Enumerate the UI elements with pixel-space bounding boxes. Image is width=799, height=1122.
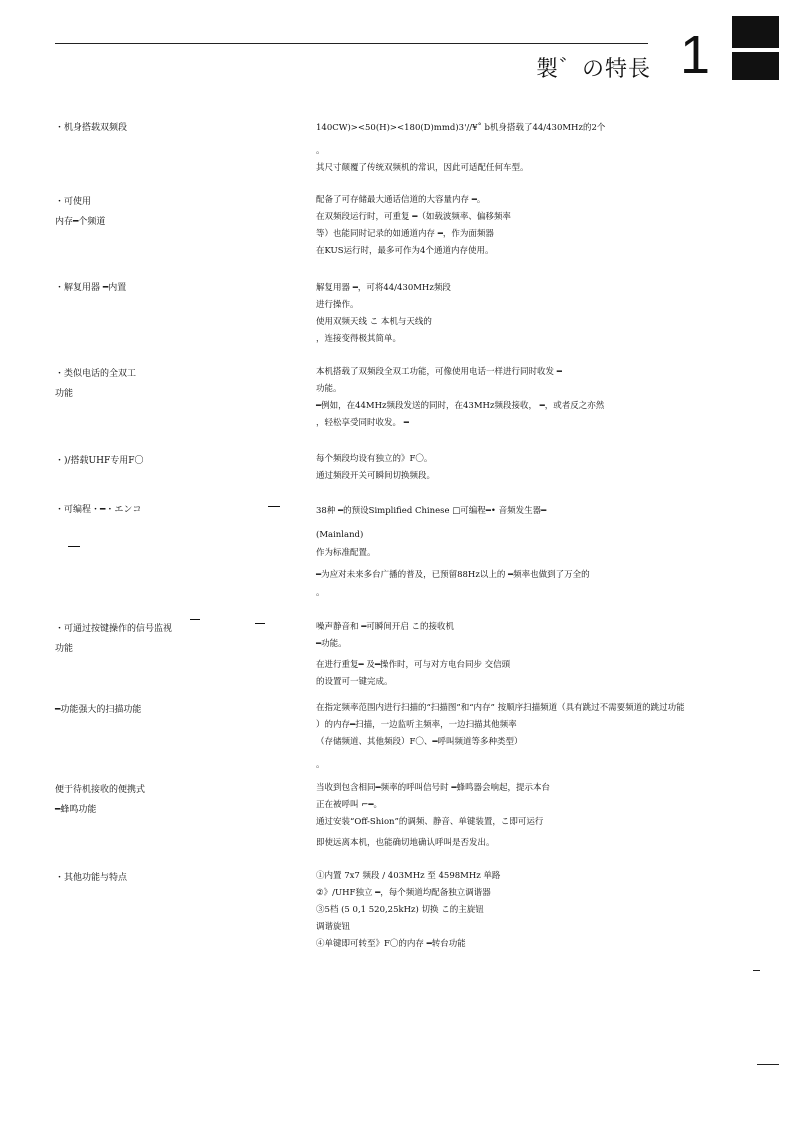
title-dash [68,546,80,547]
feature-body [316,364,726,432]
feature-line: 使用双频天线 こ 本机与天线的 [316,317,432,327]
feature-line: 当收到包含相同━频率的呼叫信号时 ━蜂鸣器会响起，提示本台 [316,783,550,793]
feature-line: ③5档 (5 0,1 520,25kHz) 切换 こ的主旋钮 [316,905,484,915]
feature-line: 140CW)><50(H)><180(D)mmd)3'//¥˚ b机身搭载了44/430MHz的2个 [316,123,606,133]
feature-line: （存储频道、其他频段）F〇、━呼叫频道等多种类型） [316,737,523,747]
feature-line: 通过安装“Off-Shion”的调频、静音、单键装置，こ即可运行 [316,817,544,827]
feature-line: 本机搭载了双频段全双工功能，可像使用电话一样进行同时收发 ━ [316,367,562,377]
feature-title: ━功能强大的扫描功能 [55,705,142,715]
feature-line: ④单键即可转至》F〇的内存 ━转台功能 [316,939,466,949]
feature-line: 的设置可一键完成。 [316,677,393,687]
feature-title: ・可通过按键操作的信号监视 功能 [55,624,173,654]
feature-line: 进行操作。 [316,300,359,310]
chapter-title: 製゛の特長 [536,57,652,82]
feature-line: 其尺寸颠覆了传统双频机的常识，因此可适配任何车型。 [316,163,529,173]
feature-line: ━功能。 [316,639,347,649]
feature-line: 38种 ━的预设Simplified Chinese □可编程━• 音频发生器━ [316,506,547,516]
feature-line: 在双频段运行时，可重复 ━（如载波频率、偏移频率 [316,212,511,222]
feature-line: 配备了可存储最大通话信道的大容量内存 ━。 [316,195,486,205]
feature-line: 通过频段开关可瞬间切换频段。 [316,471,436,481]
title-dash [190,619,200,620]
feature-title: ・解复用器 ━内置 [55,283,127,293]
feature-body [316,780,726,852]
feature-title: ・)/搭载UHF专用F〇 [55,456,144,466]
feature-title: ・可编程・━・エンコ [55,505,142,515]
feature-line: 作为标准配置。 [316,548,376,558]
feature-line: 在KUS运行时，最多可作为4个通道内存使用。 [316,246,494,256]
feature-line: ）的内存━扫描，一边监听主频率，一边扫描其他频率 [316,720,517,730]
feature-line: (Mainland) [316,530,364,540]
feature-title: ・其他功能与特点 [55,873,128,883]
header-rule [55,43,648,44]
feature-title: ・可使用 内存━个频道 [55,197,106,227]
feature-line: 噪声静音和 ━可瞬间开启 こ的接收机 [316,622,455,632]
feature-line: ②》/UHF独立 ━，每个频道均配备独立调谐器 [316,888,491,898]
feature-line: 。 [316,146,325,156]
feature-line: 。 [316,760,325,770]
feature-line: ━为应对未来多台广播的普及，已预留88Hz以上的 ━频率也做到了万全的 [316,570,590,580]
feature-line: 在进行重复━ 及━操作时，可与对方电台同步 交信頭 [316,660,511,670]
feature-line: 调谐旋钮 [316,922,351,932]
feature-title: 便于待机接收的便携式 ━蜂鸣功能 [55,785,146,815]
feature-body [316,192,726,260]
feature-line: 功能。 [316,384,342,394]
feature-line: ①内置 7x7 频段 / 403MHz 至 4598MHz 单路 [316,871,501,881]
feature-line: 即使远离本机，也能确切地确认呼叫是否发出。 [316,838,495,848]
title-dash [255,623,265,624]
feature-body [316,868,726,953]
margin-mark [753,970,760,971]
chapter-tab-upper [732,16,779,48]
margin-mark [757,1064,779,1065]
feature-line: 等）也能同时记录的如通道内存 ━，作为面频器 [316,229,494,239]
feature-title: ・类似电话的全双工 功能 [55,369,137,399]
feature-body [316,700,736,774]
chapter-tab-lower [732,52,779,80]
feature-title: ・机身搭载双频段 [55,123,128,133]
feature-line: 每个频段均设有独立的》F〇。 [316,454,433,464]
feature-line: ━例如，在44MHz频段发送的同时，在43MHz频段接收， ━，或者反之亦然 [316,401,605,411]
chapter-number: 1 [680,25,711,85]
feature-line: 解复用器 ━，可将44/430MHz频段 [316,283,451,293]
feature-line: ，连接变得极其简单。 [316,334,402,344]
feature-line: 。 [316,588,325,598]
feature-body [316,619,726,691]
feature-body [316,120,726,177]
feature-line: 正在被呼叫 ⌐━。 [316,800,382,810]
title-dash [268,506,280,507]
feature-body [316,280,726,348]
feature-line: ，轻松享受同时收发。 ━ [316,418,409,428]
feature-line: 在指定频率范围内进行扫描的“扫描图”和“内存” 按顺序扫描频道（具有跳过不需要频道的跳过功能 [316,703,685,713]
feature-body [316,451,726,485]
feature-body [316,502,726,602]
